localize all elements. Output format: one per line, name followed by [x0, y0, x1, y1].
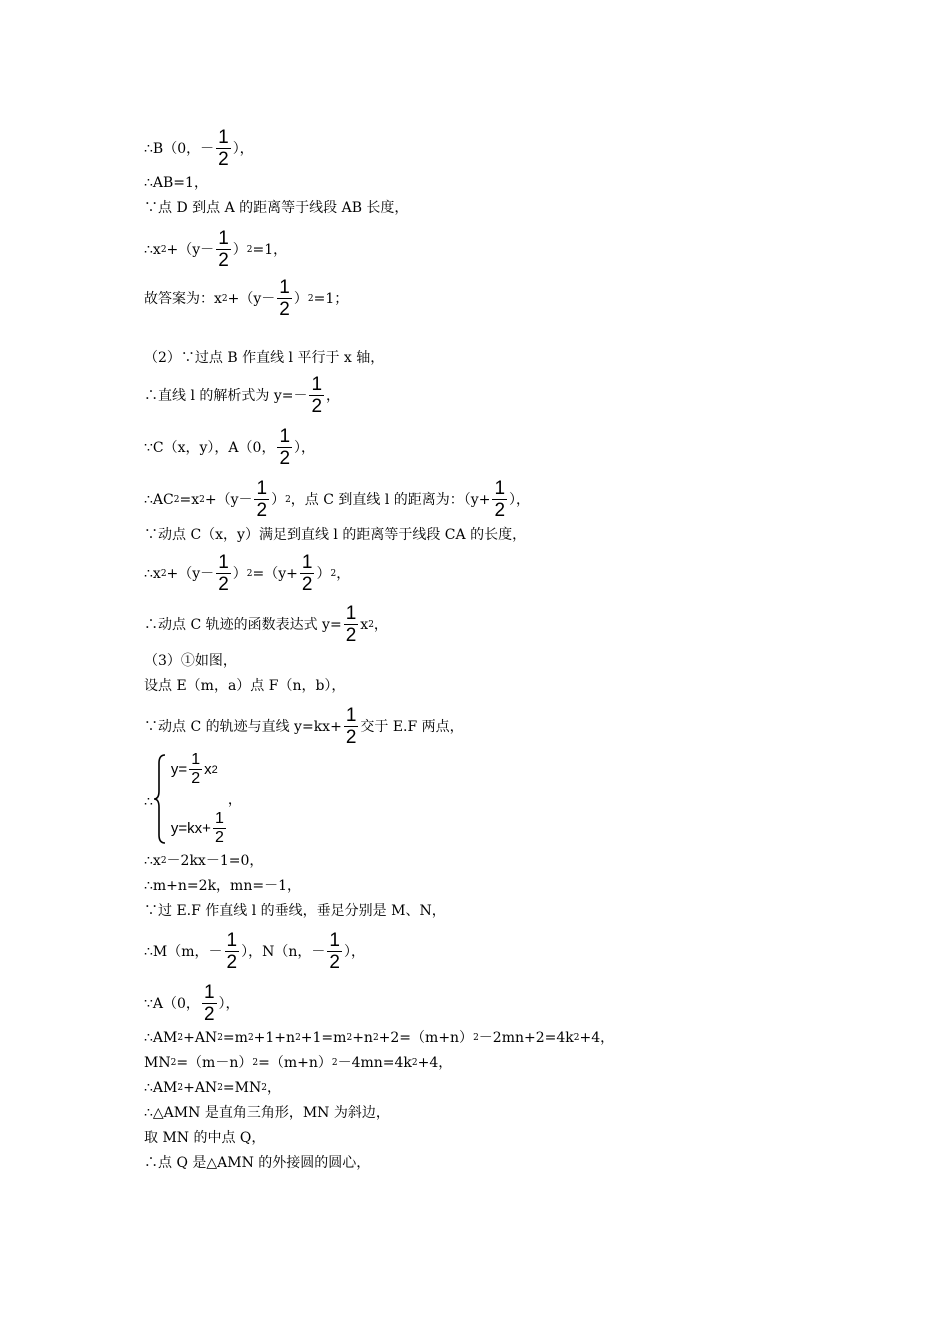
text: ∴AC — [144, 491, 174, 508]
text: ）， — [218, 995, 240, 1012]
fraction-half: $\frac{1}{2}$ — [218, 228, 229, 271]
fraction-half: $\frac{1}{2}$ — [214, 810, 224, 846]
text: －2kx－1=0， — [166, 853, 264, 869]
text: ），N（n，－ — [241, 943, 326, 960]
line-18 — [144, 904, 446, 918]
line-24 — [144, 1106, 390, 1120]
fraction-half: $\frac{1}{2}$ — [226, 930, 238, 973]
text: +（y－ — [166, 241, 215, 258]
equation-row-1: y= $\frac{1}{2}$ x 2 — [170, 751, 218, 787]
text: y=kx+ — [170, 820, 211, 837]
text: MN — [144, 1055, 171, 1071]
equation-rows — [171, 752, 228, 846]
text: ， — [227, 792, 242, 808]
text: +4， — [417, 1055, 453, 1071]
text: x — [360, 616, 369, 633]
text: ∴x — [144, 565, 161, 582]
line-12: ∴动点 C 轨迹的函数表达式 y= $\frac{1}{2}$ x 2 ， — [144, 603, 388, 646]
text: ，点 C 到直线 l 的距离为：（y+ — [290, 491, 491, 508]
text: －4mn=4k — [337, 1055, 412, 1071]
line-25 — [144, 1131, 265, 1145]
text: ∴M（m，－ — [144, 943, 223, 960]
text: ∴x — [144, 241, 161, 258]
line-26 — [144, 1156, 370, 1170]
text: ∴动点 C 轨迹的函数表达式 y= — [144, 616, 342, 633]
line-11: ∴x 2 +（y－ $\frac{1}{2}$ ） 2 =（y+ $\frac{1}{2}$ ） 2 ， — [144, 552, 351, 595]
line-6 — [144, 351, 384, 365]
text: ， — [336, 565, 351, 582]
line-15 — [144, 706, 464, 747]
text: ∵点 D 到点 A 的距离等于线段 AB 长度， — [144, 200, 409, 216]
text: =（y+ — [252, 565, 298, 582]
line-20 — [144, 983, 240, 1024]
line-23: ∴AM 2 +AN 2 =MN 2 ， — [144, 1080, 281, 1096]
text: +AN — [183, 1080, 218, 1096]
text: ） — [232, 241, 247, 258]
text: （3）①如图， — [144, 653, 237, 669]
text: =x — [179, 491, 200, 508]
text: =m — [222, 1030, 248, 1046]
fraction-half: $\frac{1}{2}$ — [218, 127, 229, 170]
fraction-half: $\frac{1}{2}$ — [203, 982, 215, 1025]
text: ∴AB=1， — [144, 175, 208, 191]
text: ∴B（0，－ — [144, 140, 215, 157]
line-16: ∴x 2 －2kx－1=0， — [144, 853, 264, 869]
text: ）， — [294, 439, 316, 456]
text: +4， — [579, 1030, 615, 1046]
text: ∵动点 C 的轨迹与直线 y=kx+ — [144, 718, 342, 735]
text: +1+n — [253, 1030, 296, 1046]
line-13 — [144, 654, 237, 668]
text: +（y－ — [227, 290, 276, 307]
fraction-half: $\frac{1}{2}$ — [494, 478, 506, 521]
line-21: ∴AM 2 +AN 2 =m 2 +1+n 2 +1=m 2 +n 2 +2=（m+n） 2 －2mn+2=4k 2 +4， — [144, 1030, 615, 1046]
fraction-half: $\frac{1}{2}$ — [256, 478, 268, 521]
text: +（y－ — [204, 491, 253, 508]
text: =MN — [222, 1080, 262, 1096]
text: ） — [316, 565, 331, 582]
text: （2）∵过点 B 作直线 l 平行于 x 轴， — [144, 350, 385, 366]
left-brace-icon — [153, 753, 169, 845]
text: =1； — [313, 290, 349, 307]
text: ）， — [509, 491, 531, 508]
text: ）， — [343, 943, 365, 960]
fraction-half: $\frac{1}{2}$ — [345, 603, 357, 646]
text: =（m+n） — [258, 1055, 332, 1071]
text: ） — [271, 491, 286, 508]
text: ∴直线 l 的解析式为 y=－ — [144, 387, 308, 404]
fraction-half: $\frac{1}{2}$ — [345, 705, 357, 748]
line-19 — [144, 931, 365, 972]
text: ， — [373, 616, 388, 633]
text: ， — [326, 387, 341, 404]
line-2 — [144, 176, 208, 190]
text: ∵C（x，y），A（0， — [144, 439, 276, 456]
fraction-half: $\frac{1}{2}$ — [279, 277, 290, 320]
line-10 — [144, 528, 526, 542]
text: x — [204, 761, 212, 778]
line-9: ∴AC 2 =x 2 +（y－ $\frac{1}{2}$ ） 2 ，点 C 到直线 l 的距离为：（y+ $\frac{1}{2}$ ）， — [144, 478, 531, 521]
therefore-symbol: ∴ — [144, 794, 153, 810]
fraction-half: $\frac{1}{2}$ — [329, 930, 340, 973]
text: =1， — [252, 241, 288, 258]
text: 取 MN 的中点 Q， — [144, 1130, 266, 1146]
text: =（m－n） — [176, 1055, 253, 1071]
text: ∵动点 C（x，y）满足到直线 l 的距离等于线段 CA 的长度， — [144, 527, 527, 543]
text: +（y－ — [166, 565, 215, 582]
line-22: MN 2 =（m－n） 2 =（m+n） 2 －4mn=4k 2 +4， — [144, 1055, 453, 1071]
text: ∴AM — [144, 1030, 178, 1046]
fraction-half: $\frac{1}{2}$ — [279, 426, 291, 469]
text: +n — [352, 1030, 373, 1046]
equation-row-2 — [171, 811, 228, 846]
text: ∵过 E.F 作直线 l 的垂线，垂足分别是 M、N， — [144, 903, 446, 919]
text: ∴x — [144, 853, 161, 869]
text: ∴m+n=2k，mn=－1， — [144, 878, 301, 894]
text: ∴AM — [144, 1080, 178, 1096]
text: +AN — [183, 1030, 218, 1046]
fraction-half: $\frac{1}{2}$ — [301, 552, 313, 595]
text: +1=m — [300, 1030, 347, 1046]
text: ） — [232, 565, 247, 582]
text: y= — [170, 761, 188, 778]
text: ）， — [232, 140, 254, 157]
text: 故答案为：x — [144, 290, 222, 307]
text: ， — [266, 1080, 281, 1096]
text: ∵A（0， — [144, 995, 200, 1012]
line-3 — [144, 201, 408, 215]
line-17 — [144, 879, 301, 893]
text: －2mn+2=4k — [478, 1030, 574, 1046]
line-7 — [144, 375, 340, 416]
text: ） — [293, 290, 308, 307]
line-4: ∴x 2 +（y－ $\frac{1}{2}$ ） 2 =1， — [144, 228, 288, 271]
fraction-half: $\frac{1}{2}$ — [218, 552, 229, 595]
line-5: 故答案为：x 2 +（y－ $\frac{1}{2}$ ） 2 =1； — [144, 277, 349, 320]
fraction-half: $\frac{1}{2}$ — [311, 374, 323, 417]
fraction-half: $\frac{1}{2}$ — [191, 751, 201, 787]
text: ∴点 Q 是△AMN 的外接圆的圆心， — [144, 1155, 371, 1171]
text: +2=（m+n） — [378, 1030, 474, 1046]
equation-system — [144, 752, 242, 846]
line-1 — [144, 128, 254, 169]
line-14 — [144, 679, 345, 693]
text: 交于 E.F 两点， — [360, 718, 464, 735]
line-8 — [144, 427, 315, 468]
text: 设点 E（m，a）点 F（n，b）， — [144, 678, 346, 694]
text: ∴△AMN 是直角三角形，MN 为斜边， — [144, 1105, 390, 1121]
